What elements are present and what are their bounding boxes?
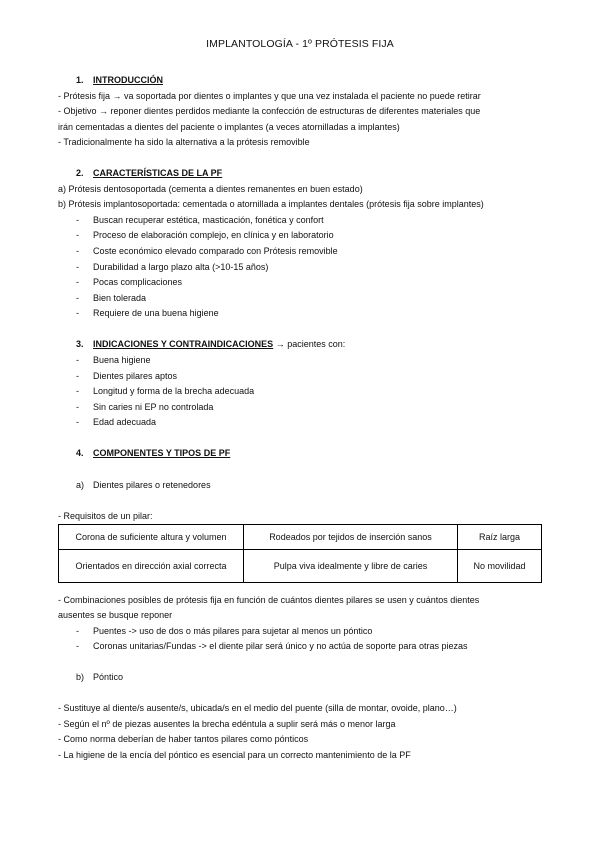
section-heading-componentes <box>76 448 230 458</box>
table-row <box>59 550 542 583</box>
list-item: - Bien tolerada <box>76 293 147 303</box>
text-line: - La higiene de la encía del póntico es esencial para un correcto mantenimiento de la PF <box>58 750 411 760</box>
section-number: 2. <box>76 168 84 178</box>
text-line: ausentes se busque reponer <box>58 610 173 620</box>
table-cell: Rodeados por tejidos de inserción sanos <box>244 525 458 550</box>
section-number: 3. <box>76 339 84 349</box>
section-title: CARACTERÍSTICAS DE LA PF <box>93 168 223 178</box>
text-line: b) Prótesis implantosoportada: cementada o atornillada a implantes dentales (prótesis fija sobre implantes) <box>58 199 484 209</box>
table-cell: Corona de suficiente altura y volumen <box>59 525 244 550</box>
table-cell: Pulpa viva idealmente y libre de caries <box>244 550 458 583</box>
text-line: - Prótesis fija → va soportada por dientes o implantes y que una vez instalada el paciente no puede retirar <box>58 91 481 101</box>
list-item: - Buscan recuperar estética, masticación, fonética y confort <box>76 215 324 225</box>
list-item: - Dientes pilares aptos <box>76 371 178 381</box>
text-line: - Requisitos de un pilar: <box>58 511 153 521</box>
page-title: IMPLANTOLOGÍA - 1º PRÓTESIS FIJA <box>206 38 394 50</box>
section-title: INDICACIONES Y CONTRAINDICACIONES <box>93 339 274 349</box>
list-item: - Puentes -> uso de dos o más pilares para sujetar al menos un póntico <box>76 626 373 636</box>
section-number: 1. <box>76 75 84 85</box>
text-line: - Como norma deberían de haber tantos pilares como pónticos <box>58 734 309 744</box>
section-title: COMPONENTES Y TIPOS DE PF <box>93 448 231 458</box>
table-cell: Raíz larga <box>458 525 542 550</box>
text-line: - Tradicionalmente ha sido la alternativa a la prótesis removible <box>58 137 310 147</box>
section-number: 4. <box>76 448 84 458</box>
list-item: - Longitud y forma de la brecha adecuada <box>76 386 255 396</box>
section-heading-introduccion <box>76 75 163 85</box>
text-line: - Sustituye al diente/s ausente/s, ubicada/s en el medio del puente (silla de montar, ovoide, plano…) <box>58 703 457 713</box>
table-cell: No movilidad <box>458 550 542 583</box>
pillar-requirements-table <box>58 524 542 583</box>
subsection-heading-pontico: b) Póntico <box>76 672 124 682</box>
list-item: - Coste económico elevado comparado con Prótesis removible <box>76 246 338 256</box>
list-item: - Sin caries ni EP no controlada <box>76 402 214 412</box>
text-line: - Objetivo → reponer dientes perdidos mediante la confección de estructuras de diferentes materiales que <box>58 106 481 116</box>
list-item: - Requiere de una buena higiene <box>76 308 219 318</box>
list-item: - Coronas unitarias/Fundas -> el diente pilar será único y no actúa de soporte para otras piezas <box>76 641 468 651</box>
text-line: - Según el nº de piezas ausentes la brecha edéntula a suplir será más o menor larga <box>58 719 396 729</box>
list-item: - Edad adecuada <box>76 417 157 427</box>
subsection-heading-pilares: a) Dientes pilares o retenedores <box>76 480 211 490</box>
table-row <box>59 525 542 550</box>
list-item: - Durabilidad a largo plazo alta (>10-15 años) <box>76 262 269 272</box>
list-item: - Buena higiene <box>76 355 151 365</box>
text-line: a) Prótesis dentosoportada (cementa a dientes remanentes en buen estado) <box>58 184 363 194</box>
text-line: - Combinaciones posibles de prótesis fija en función de cuántos dientes pilares se usen y cuántos dientes <box>58 595 480 605</box>
list-item: - Pocas complicaciones <box>76 277 183 287</box>
section-title: INTRODUCCIÓN <box>93 75 163 85</box>
list-item: - Proceso de elaboración complejo, en clínica y en laboratorio <box>76 230 334 240</box>
section-title-suffix: → pacientes con: <box>273 339 346 349</box>
text-line: irán cementadas a dientes del paciente o implantes (a veces atornilladas a implantes) <box>58 122 400 132</box>
section-heading-indicaciones <box>76 339 345 349</box>
table-cell: Orientados en dirección axial correcta <box>59 550 244 583</box>
section-heading-caracteristicas <box>76 168 222 178</box>
